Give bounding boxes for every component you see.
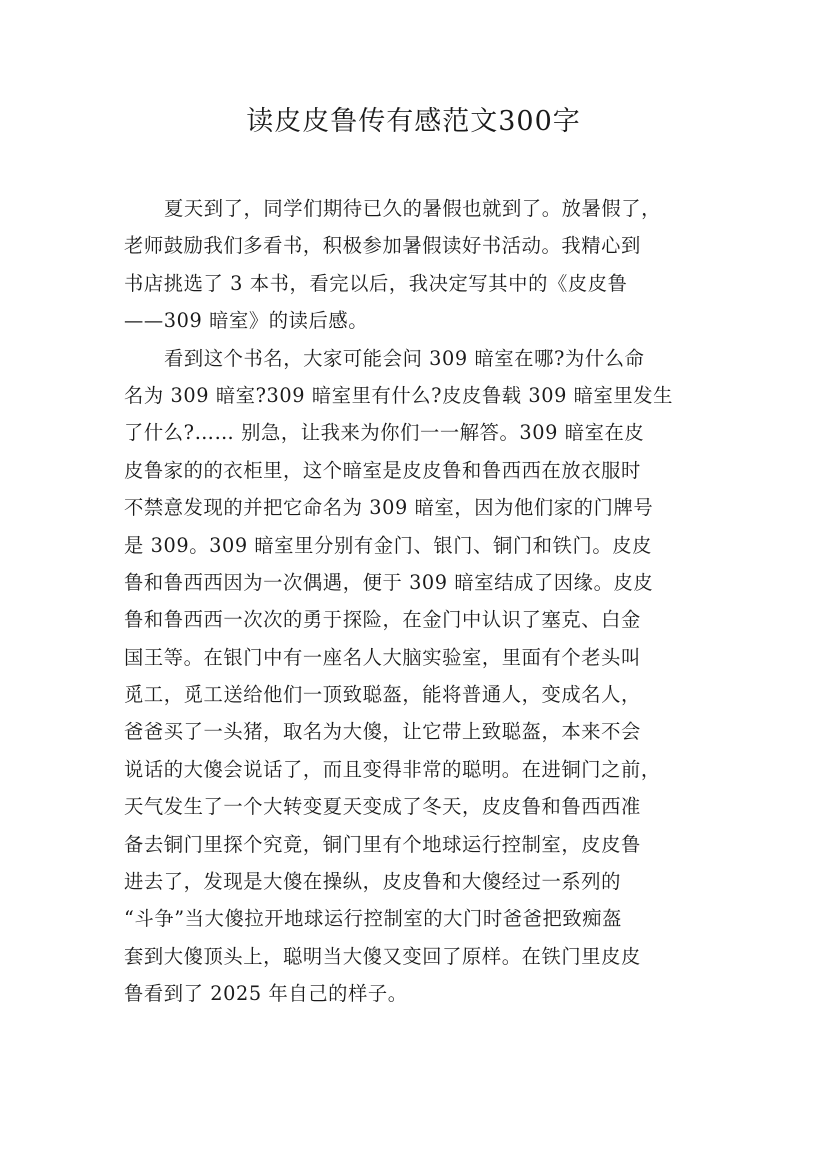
paragraph-line: 鲁和鲁西西因为一次偶遇，便于 309 暗室结成了因缘。皮皮: [124, 570, 654, 594]
document-title: 读皮皮鲁传有感范文300字: [246, 106, 581, 137]
paragraph-line: 不禁意发现的并把它命名为 309 暗室，因为他们家的门牌号: [124, 496, 654, 520]
paragraph-line: 天气发生了一个大转变夏天变成了冬天，皮皮鲁和鲁西西准: [124, 795, 641, 819]
paragraph-2: [124, 340, 706, 1013]
paragraph-line: 爸爸买了一头猪，取名为大傻，让它带上致聪盔，本来不会: [124, 720, 641, 744]
paragraph-line: 鲁看到了 2025 年自己的样子。: [124, 982, 408, 1006]
paragraph-line: 名为 309 暗室?309 暗室里有什么?皮皮鲁载 309 暗室里发生: [124, 383, 674, 407]
paragraph-line: 套到大傻顶头上，聪明当大傻又变回了原样。在铁门里皮皮: [124, 944, 641, 968]
paragraph-line: 书店挑选了 3 本书，看完以后，我决定写其中的《皮皮鲁: [124, 271, 628, 295]
paragraph-line: 鲁和鲁西西一次次的勇于探险，在金门中认识了塞克、白金: [124, 608, 641, 632]
document-body: [124, 190, 706, 1013]
paragraph-line: 国王等。在银门中有一座名人大脑实验室，里面有个老头叫: [124, 645, 641, 669]
paragraph-line: 是 309。309 暗室里分别有金门、银门、铜门和铁门。皮皮: [124, 533, 653, 557]
paragraph-line: 觅工，觅工送给他们一顶致聪盔，能将普通人，变成名人，: [124, 683, 641, 707]
paragraph-line: “斗争”当大傻拉开地球运行控制室的大门时爸爸把致痴盔: [124, 907, 623, 931]
paragraph-line: ——309 暗室》的读后感。: [124, 309, 369, 333]
paragraph-line: 进去了，发现是大傻在操纵，皮皮鲁和大傻经过一系列的: [124, 870, 622, 894]
paragraph-line: 老师鼓励我们多看书，积极参加暑假读好书活动。我精心到: [124, 234, 641, 258]
paragraph-line: 说话的大傻会说话了，而且变得非常的聪明。在进铜门之前，: [124, 757, 661, 781]
paragraph-line: 了什么?…… 别急，让我来为你们一一解答。309 暗室在皮: [124, 421, 645, 445]
paragraph-1: [124, 190, 706, 340]
paragraph-line: 夏天到了，同学们期待已久的暑假也就到了。放暑假了，: [164, 197, 662, 220]
paragraph-line: 皮鲁家的的衣柜里，这个暗室是皮皮鲁和鲁西西在放衣服时: [124, 458, 641, 482]
paragraph-line: 备去铜门里探个究竟，铜门里有个地球运行控制室，皮皮鲁: [124, 832, 641, 856]
paragraph-line: 看到这个书名，大家可能会问 309 暗室在哪?为什么命: [164, 346, 645, 370]
